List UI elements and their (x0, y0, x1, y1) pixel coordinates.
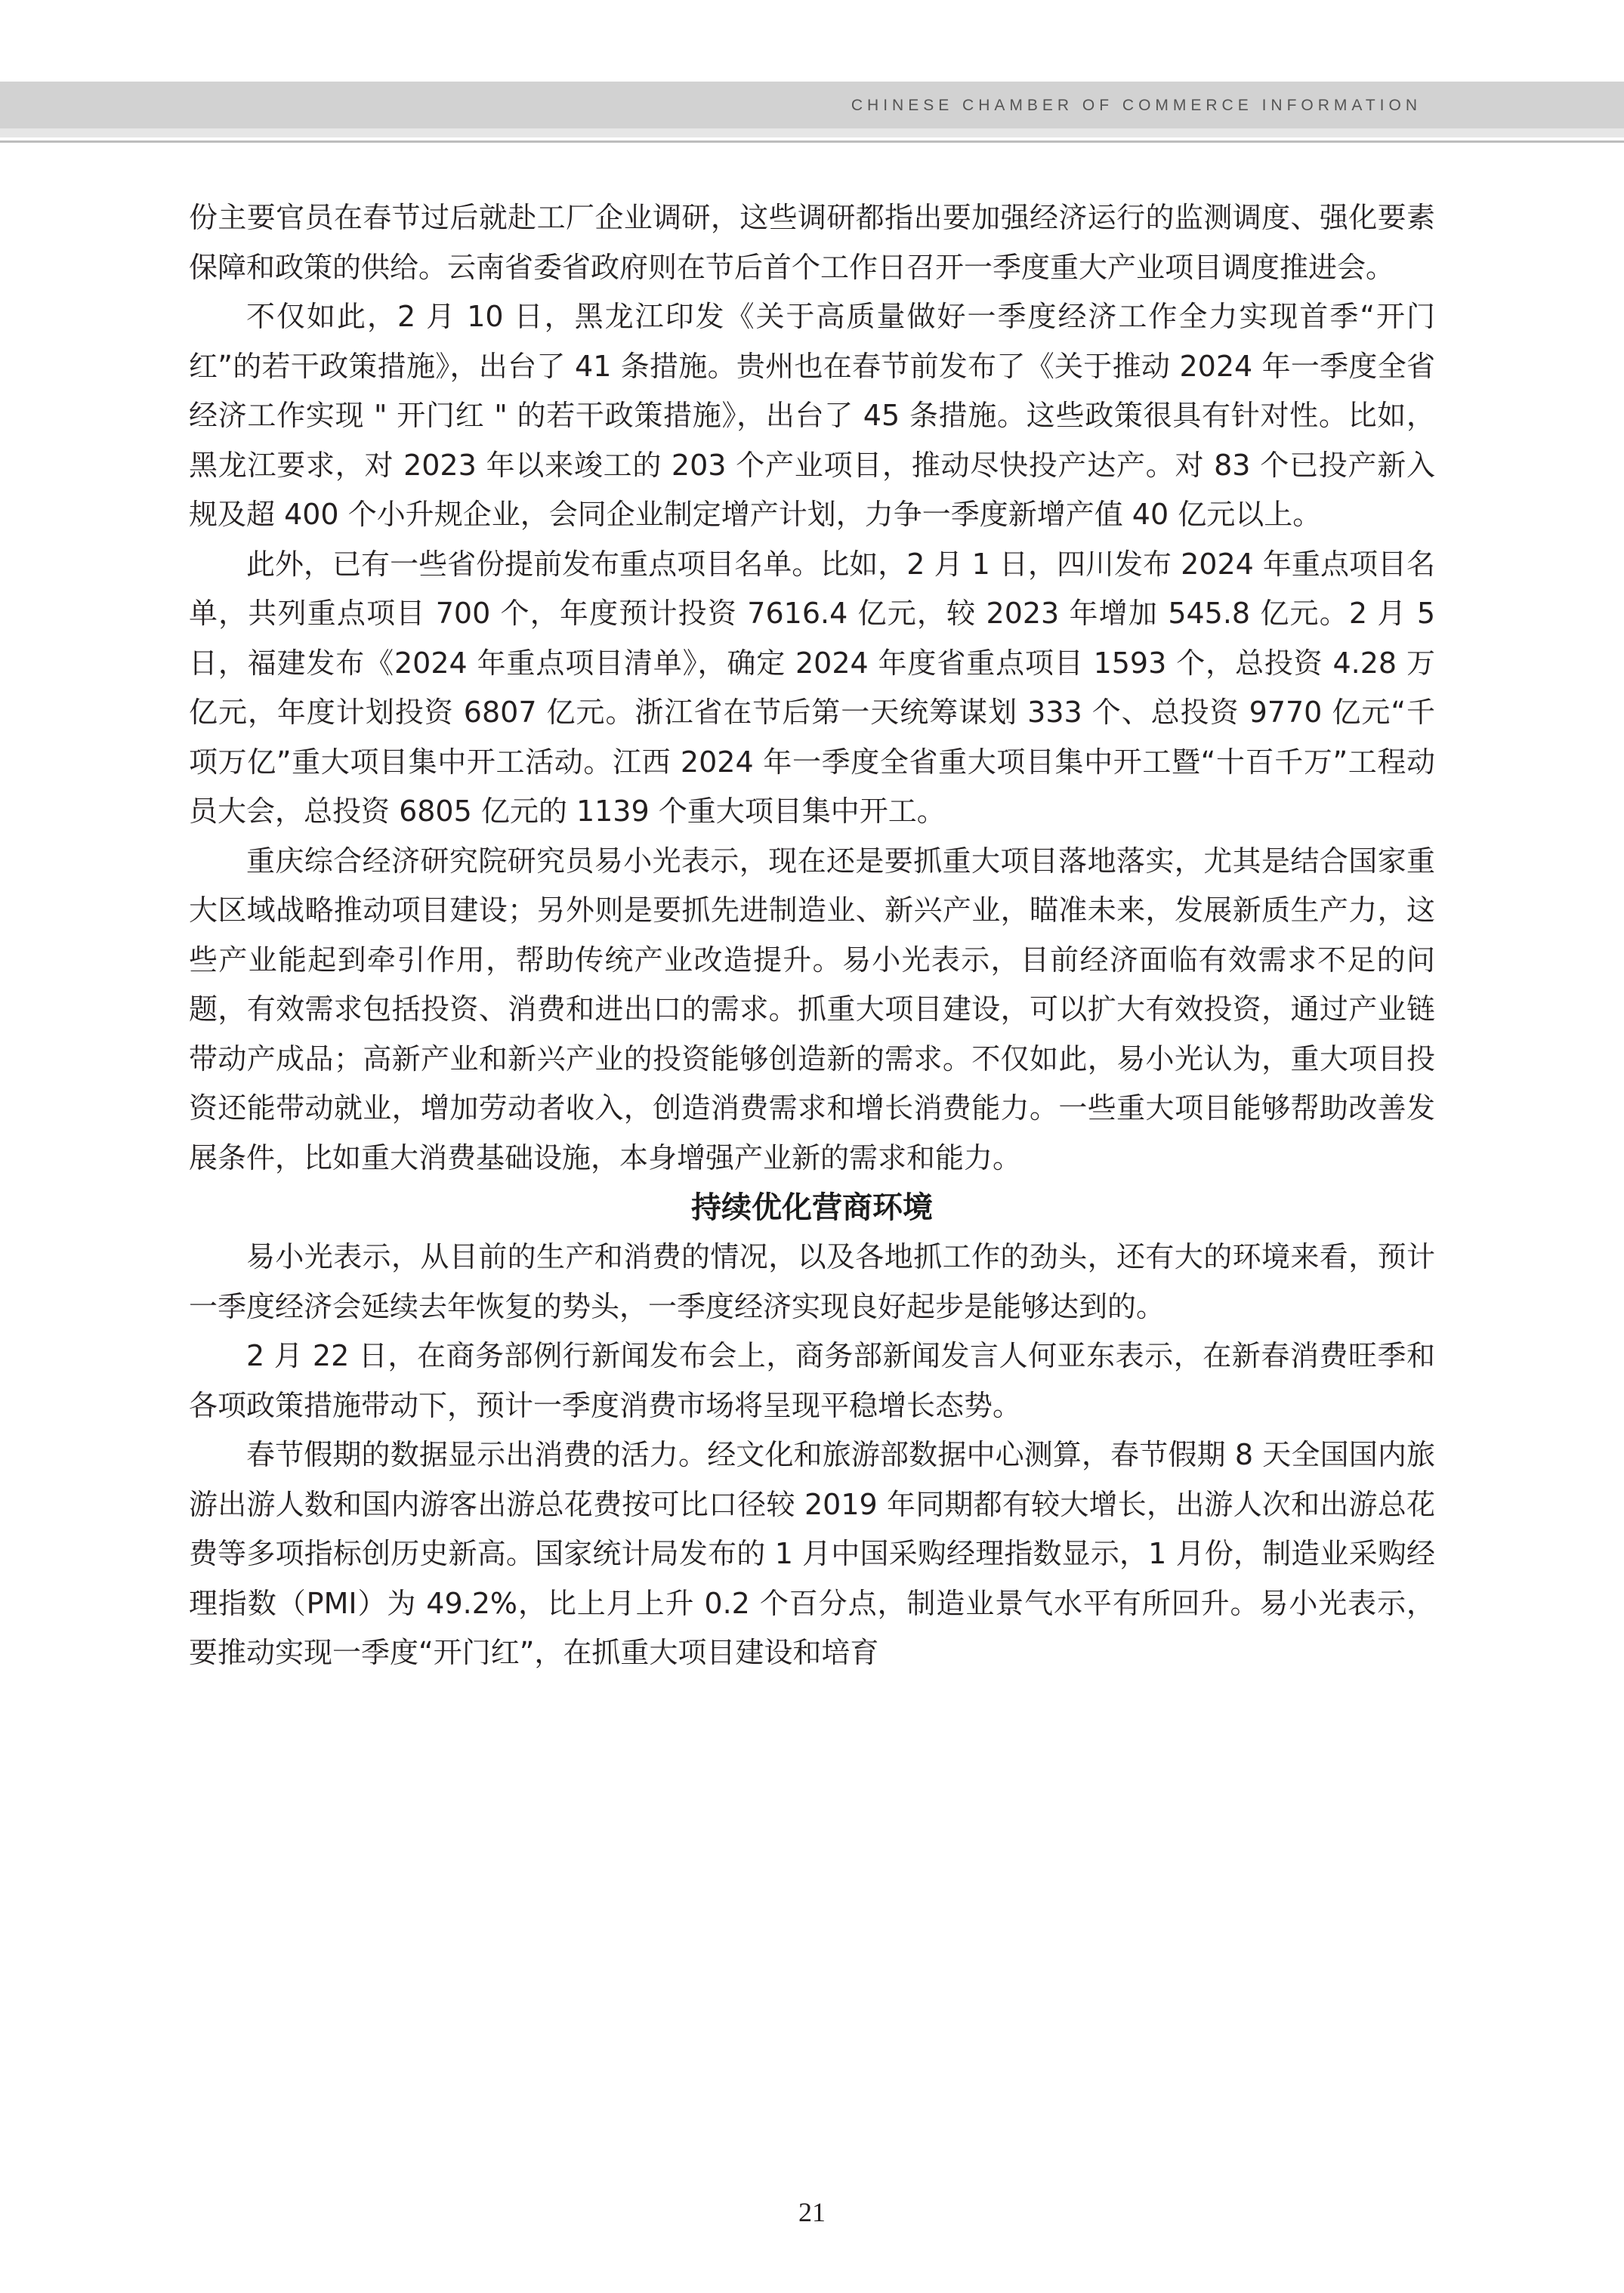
paragraph: 易小光表示，从目前的生产和消费的情况，以及各地抓工作的劲头，还有大的环境来看，预计一季度经济会延续去年恢复的势头，一季度经济实现良好起步是能够达到的。 (189, 1240, 1435, 1323)
paragraph-continued: 份主要官员在春节过后就赴工厂企业调研，这些调研都指出要加强经济运行的监测调度、强化要素保障和政策的供给。云南省委省政府则在节后首个工作日召开一季度重大产业项目调度推进会。 (189, 201, 1435, 284)
section-heading: 持续优化营商环境 (691, 1190, 933, 1225)
article-body (189, 193, 1435, 1678)
paragraph: 此外，已有一些省份提前发布重点项目名单。比如，2 月 1 日，四川发布 2024 年重点项目名单，共列重点项目 700 个，年度预计投资 7616.4 亿元，较 2023 年增加 545.8 亿元。2 月 5 日，福建发布《2024 年重点项目清单》，确定 2024 年度省重点项目 1593 个，总投资 4.28 万亿元，年度计划投资 6807 亿元。浙江省在节后第一天统筹谋划 333 个、总投资 9770 亿元“千项万亿”重大项目集中开工活动。江西 2024 年一季度全省重大项目集中开工暨“十百千万”工程动员大会，总投资 6805 亿元的 1139 个重大项目集中开工。 (189, 547, 1435, 828)
header-rule (0, 140, 1624, 143)
header-band-lower-stripe (0, 128, 1624, 137)
paragraph: 2 月 22 日，在商务部例行新闻发布会上，商务部新闻发言人何亚东表示，在新春消费旺季和各项政策措施带动下，预计一季度消费市场将呈现平稳增长态势。 (189, 1339, 1435, 1422)
paragraph: 不仅如此，2 月 10 日，黑龙江印发《关于高质量做好一季度经济工作全力实现首季“开门红”的若干政策措施》，出台了 41 条措施。贵州也在春节前发布了《关于推动 2024 年一季度全省经济工作实现 " 开门红 " 的若干政策措施》，出台了 45 条措施。这些政策很具有针对性。比如，黑龙江要求，对 2023 年以来竣工的 203 个产业项目，推动尽快投产达产。对 83 个已投产新入规及超 400 个小升规企业，会同企业制定增产计划，力争一季度新增产值 40 亿元以上。 (189, 300, 1435, 531)
paragraph: 春节假期的数据显示出消费的活力。经文化和旅游部数据中心测算，春节假期 8 天全国国内旅游出游人数和国内游客出游总花费按可比口径较 2019 年同期都有较大增长，出游人次和出游总花费等多项指标创历史新高。国家统计局发布的 1 月中国采购经理指数显示，1 月份，制造业采购经理指数（PMI）为 49.2%，比上月上升 0.2 个百分点，制造业景气水平有所回升。易小光表示，要推动实现一季度“开门红”，在抓重大项目建设和培育 (189, 1438, 1435, 1669)
paragraph: 重庆综合经济研究院研究员易小光表示，现在还是要抓重大项目落地落实，尤其是结合国家重大区域战略推动项目建设；另外则是要抓先进制造业、新兴产业，瞄准未来，发展新质生产力，这些产业能起到牵引作用，帮助传统产业改造提升。易小光表示，目前经济面临有效需求不足的问题，有效需求包括投资、消费和进出口的需求。抓重大项目建设，可以扩大有效投资，通过产业链带动产成品；高新产业和新兴产业的投资能够创造新的需求。不仅如此，易小光认为，重大项目投资还能带动就业，增加劳动者收入，创造消费需求和增长消费能力。一些重大项目能够帮助改善发展条件，比如重大消费基础设施，本身增强产业新的需求和能力。 (189, 844, 1435, 1174)
page-number: 21 (798, 2197, 826, 2227)
running-header-title: CHINESE CHAMBER OF COMMERCE INFORMATION (851, 97, 1422, 114)
